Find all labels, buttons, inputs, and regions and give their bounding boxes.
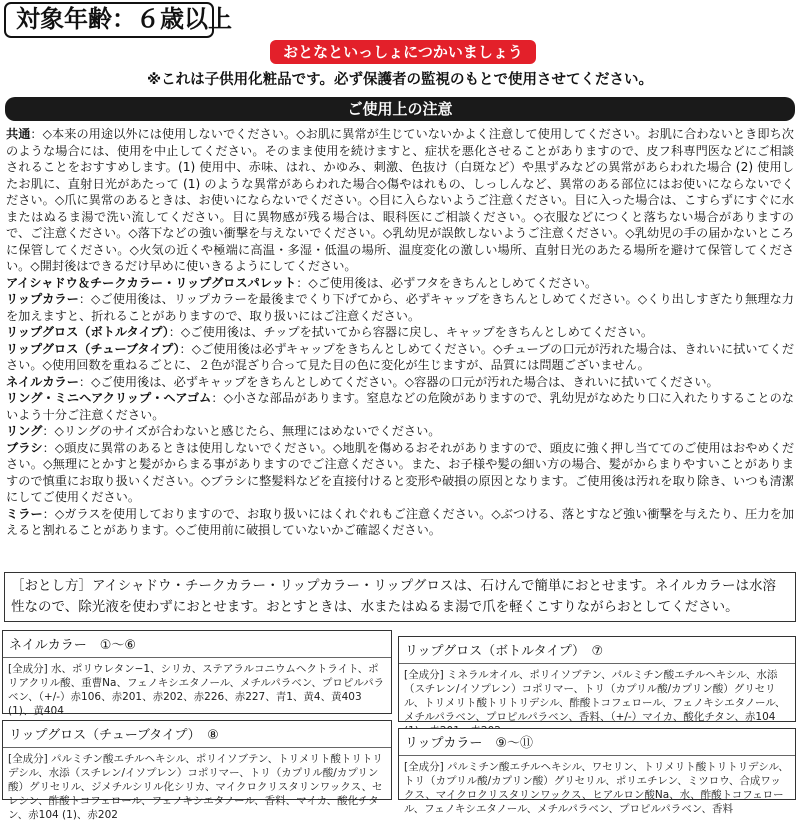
caution-text: ：◇ご使用後は、チップを拭いてから容器に戻し、キャップをきちんとしめてください。 xyxy=(168,325,654,339)
caution-label: リップグロス（ボトルタイプ） xyxy=(6,325,169,339)
caution-label: ブラシ xyxy=(6,440,43,455)
ingredients-title: リップカラー ⑨〜⑪ xyxy=(399,729,795,756)
usage-cautions-heading: ご使用上の注意 xyxy=(5,97,795,121)
caution-nail-color xyxy=(6,374,794,391)
ingredients-title: リップグロス（チューブタイプ） ⑧ xyxy=(3,721,391,748)
caution-text: ：◇ご使用後は、必ずキャップをきちんとしめてください。◇容器の口元が汚れた場合は、きれいに拭いてください。 xyxy=(78,374,719,389)
caution-text: ：◇本来の用途以外には使用しないでください。◇お肌に異常が生じていないかよく注意して使用してください。お肌に合わないとき即ち次のような場合には、使用を中止してください。そのまま使用を続けますと、症状を悪化させることがありますので、皮フ科専門医などにご相談されることをおすすめします。(1) 使用中、赤味、はれ、かゆみ、刺激、色抜け（白斑など）や黒ずみなどの異常があらわれた場合 (2) 使用したお肌に、直射日光があたって (1) のような異常があらわれた場合◇傷やはれもの、しっしんなど、異常のある部位にはお使いにならないでください。◇爪に異常のあるときは、お使いにならないでください。◇目に入らないようご注意ください。目に入った場合は、こすらずにすぐに水またはぬるま湯で洗い流してください。目に異物感が残る場合は、眼科医にご相談ください。◇衣服などにつくと落ちない場合がありますので、ご注意ください。◇落下などの強い衝撃を与えないでください。◇乳幼児が誤飲しないようご注意ください。◇乳幼児の手の届かないところに保管してください。◇火気の近くや極端に高温・多湿・低温の場所、温度変化の激しい場所、直射日光のあたる場所を避けて保管してください。◇開封後はできるだけ早めに使いきるようにしてください。 xyxy=(6,127,794,273)
caution-text: ：◇頭皮に異常のあるときは使用しないでください。◇地肌を傷めるおそれがありますので、頭皮に強く押し当ててのご使用はおやめください。◇無理にとかすと髪がからまる事がありますのでご注意ください。また、お子様や髪の細い方の場合、髪がからまりやすいことがありますので慎重にお取り扱いください。◇ブラシに整髪料などを直接付けると変形や破損の原因となります。ご使用後は汚れを取り除き、いつも清潔にしてご使用ください。 xyxy=(6,440,795,504)
ingredients-lip-color xyxy=(398,728,796,815)
caution-text: ：◇小さな部品があります。窒息などの危険がありますので、乳幼児がなめたり口に入れたりすることのないよう十分ご注意ください。 xyxy=(6,391,794,422)
caution-accessories xyxy=(6,390,794,423)
caution-mirror xyxy=(6,506,794,539)
ingredients-title: リップグロス（ボトルタイプ） ⑦ xyxy=(399,637,795,664)
caution-label: 共通 xyxy=(6,127,31,141)
ingredients-lip-gloss-bottle xyxy=(398,636,796,722)
supervision-warning: ※これは子供用化粧品です。必ず保護者の監視のもとで使用させてください。 xyxy=(147,72,653,88)
caution-text: ：◇ご使用後は、必ずフタをきちんとしめてください。 xyxy=(296,275,598,290)
caution-text: ：◇ガラスを使用しておりますので、お取り扱いにはくれぐれもご注意ください。◇ぶつける、落とすなど強い衝撃を与えたり、圧力を加えると割れることがあります。◇ご使用前に破損していないかご確認ください。 xyxy=(6,506,795,537)
usage-cautions-text xyxy=(6,126,794,570)
caution-label: アイシャドウ＆チークカラー・リップグロスパレット xyxy=(6,275,297,290)
caution-common xyxy=(6,126,794,275)
caution-palette xyxy=(6,275,794,292)
removal-instructions: ［おとし方］アイシャドウ・チークカラー・リップカラー・リップグロスは、石けんで簡単におとせます。ネイルカラーは水溶性なので、除光液を使わずにおとせます。おとすときは、水またはぬるま湯で爪を軽くこすりながらおとしてください。 xyxy=(4,572,796,622)
caution-label: リップグロス（チューブタイプ） xyxy=(6,341,180,356)
use-with-adult-banner: おとなといっしょにつかいましょう xyxy=(270,40,536,64)
caution-text: ：◇ご使用後は、リップカラーを最後までくり下げてから、必ずキャップをきちんとしめてください。◇くり出しすぎたり無理な力を加えますと、折れることがありますので、取り扱いにはご注意ください。 xyxy=(6,292,794,323)
caution-lip-gloss-tube xyxy=(6,341,794,374)
caution-brush xyxy=(6,440,794,506)
ingredients-nail-color xyxy=(2,630,392,717)
ingredients-list: [全成分] ミネラルオイル、ポリイソブテン、パルミチン酸エチルヘキシル、水添（スチレン/イソプレン）コポリマー、トリ（カプリル酸/カプリン酸）グリセリル、トリメリト酸トリトリデシル、酢酸トコフェロール、フェノキシエタノール、メチルパラベン、プロピルパラベン、香料、（+/-）マイカ、酸化チタン、赤104 xyxy=(404,669,786,723)
caution-ring xyxy=(6,423,794,440)
caution-label: ミラー xyxy=(6,506,43,521)
age-label: 対象年齢：６歳以上 xyxy=(4,2,214,38)
caution-text: ：◇リングのサイズが合わないと感じたら、無理にはめないでください。 xyxy=(42,424,441,438)
caution-label: リング・ミニヘアクリップ・ヘアゴム xyxy=(6,391,212,405)
ingredients-list: [全成分] パルミチン酸エチルヘキシル、ポリイソブテン、トリメリト酸トリトリデシル、水添（スチレン/イソプレン）コポリマー、トリ（カプリル酸/カプリン酸）グリセリル、ジメチルシリル化シリカ、マイクロクリスタリンワックス、セレシン、酢酸トコフェロール、フェノキシエタノール、香料、マイカ、酸化チタン、赤104 (1)、赤202 xyxy=(8,753,383,821)
ingredients-list: [全成分] 水、ポリウレタン−1、シリカ、ステアラルコニウムヘクトライト、ポリアクリル酸、重曹Na、フェノキシエタノール、メチルパラベン、プロピルパラベン、（+/-）赤106、赤201、赤202、赤226、赤227、青1、黄4、黄403 (1)、黄404 xyxy=(8,663,385,717)
caution-label: リップカラー xyxy=(6,292,79,306)
caution-label: リング xyxy=(6,424,43,438)
ingredients-list: [全成分] パルミチン酸エチルヘキシル、ワセリン、トリメリト酸トリトリデシル、トリ（カプリル酸/カプリン酸）グリセリル、ポリエチレン、ミツロウ、合成ワックス、マイクロクリスタリンワックス、ヒアルロン酸Na、水、酢酸トコフェロール、フェノキシエタノール、メチルパラベン、プロピルパラベン、香料 xyxy=(404,761,789,815)
ingredients-lip-gloss-tube xyxy=(2,720,392,821)
caution-label: ネイルカラー xyxy=(6,374,79,389)
ingredients-title: ネイルカラー ①〜⑥ xyxy=(3,631,391,658)
caution-text: ：◇ご使用後は必ずキャップをきちんとしめてください。◇チューブの口元が汚れた場合は、きれいに拭いてください。◇使用回数を重ねるごとに、２色が混ざり合って見た目の色に変化が生じますが、品質には問題ございません。 xyxy=(6,341,795,372)
caution-lip-color xyxy=(6,291,794,324)
caution-lip-gloss-bottle xyxy=(6,324,794,341)
